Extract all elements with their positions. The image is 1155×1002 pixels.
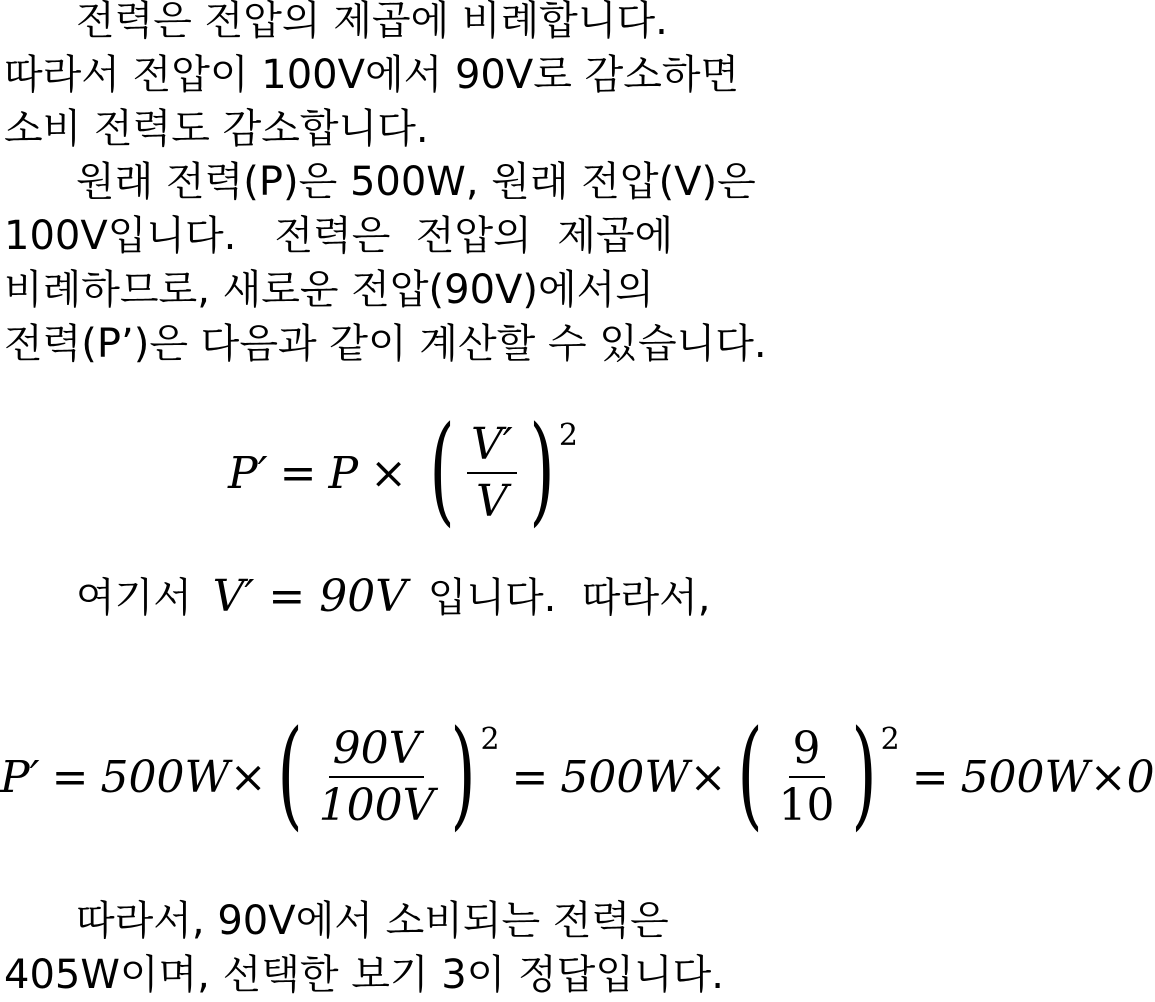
text-prefix: 여기서 [76,575,192,621]
paragraph-new-voltage [76,570,710,625]
exponent: 2 [880,722,900,757]
text-line: 따라서, 90V에서 소비되는 전력은 [76,898,669,944]
left-paren: ( [736,704,763,842]
formula-calculation [0,704,1155,842]
fraction-voltage-ratio [467,419,517,527]
formula-term: 500W [100,751,230,803]
fraction-numerator: 9 [789,723,825,778]
times-sign: × [370,447,407,499]
text-line: 405W이며, 선택한 보기 3이 정답입니다. [4,952,724,998]
fraction-9-over-10 [775,723,839,831]
text-line: 따라서 전압이 100V에서 90V로 감소하면 [4,52,740,98]
exponent: 2 [480,722,500,757]
equals-sign: = [511,751,549,803]
text-line: 전력(P’)은 다음과 같이 계산할 수 있습니다. [4,321,767,367]
formula-lhs: P′ [228,447,268,499]
fraction-90-over-100 [315,723,439,831]
right-paren: ) [450,704,477,842]
paragraph-conclusion [4,894,724,1002]
paragraph-original-values [4,155,767,371]
text-line: 원래 전력(P)은 500W, 원래 전압(V)은 [76,159,756,205]
right-paren: ) [529,400,555,538]
right-paren: ) [850,704,877,842]
inline-math: V′ = 90V [212,571,408,622]
text-suffix: 입니다. 따라서, [427,575,711,621]
fraction-denominator: V [476,476,508,527]
formula-lhs: P′ [0,751,40,803]
fraction-numerator: 90V [329,723,425,778]
times-sign: × [229,751,267,803]
times-sign: × [689,751,727,803]
formula-power-ratio [228,400,578,538]
formula-p: P [328,447,359,499]
exponent: 2 [558,418,578,453]
left-paren: ( [429,400,455,538]
formula-term: 500W [560,751,690,803]
fraction-denominator: 100V [318,780,435,831]
paragraph-power-proportional [4,0,739,156]
equals-sign: = [279,447,317,499]
fraction-denominator: 10 [778,780,835,831]
left-paren: ( [276,704,303,842]
text-line: 전력은 전압의 제곱에 비례합니다. [76,0,668,44]
equals-sign: = [911,751,949,803]
text-line: 100V입니다. 전력은 전압의 제곱에 [4,213,674,259]
text-line: 소비 전력도 감소합니다. [4,106,429,152]
fraction-numerator: V′ [467,419,517,474]
text-line: 비례하므로, 새로운 전압(90V)에서의 [4,267,654,313]
formula-tail: 500W×0 [960,751,1155,803]
equals-sign: = [51,751,89,803]
